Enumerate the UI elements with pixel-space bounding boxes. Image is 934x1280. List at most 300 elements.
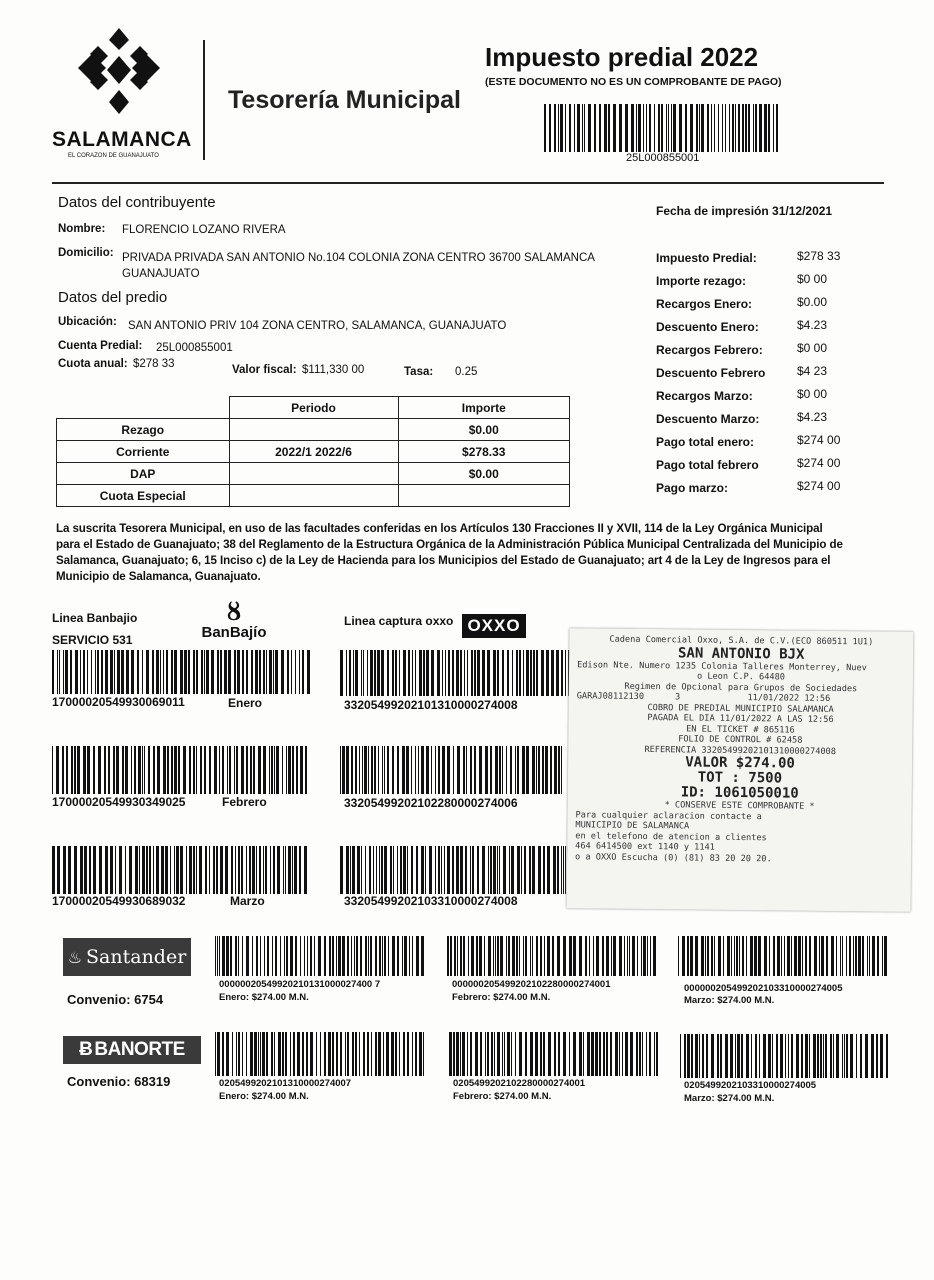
barcode-bar xyxy=(229,746,231,794)
barcode-bar xyxy=(110,846,113,894)
receipt-line: REFERENCIA 33205499202101310000274008 xyxy=(644,744,836,757)
barcode-bar xyxy=(523,650,524,696)
summary-row xyxy=(656,318,876,341)
santander-barcode-marzo xyxy=(678,936,890,976)
barcode-bar xyxy=(52,746,53,794)
barcode-bar xyxy=(275,650,278,694)
barcode-bar xyxy=(336,1032,338,1076)
barcode-bar xyxy=(718,104,719,152)
barcode-bar xyxy=(561,846,562,894)
barcode-bar xyxy=(260,936,261,976)
barcode-bar xyxy=(485,746,488,794)
barcode-bar xyxy=(629,936,630,976)
barcode-bar xyxy=(497,1032,500,1076)
receipt-line: Edison Nte. Numero 1235 Colonia Talleres Monterrey, Nuev xyxy=(577,659,867,673)
barcode-bar xyxy=(241,746,244,794)
barcode-bar xyxy=(456,650,459,696)
barcode-bar xyxy=(788,1034,789,1078)
document-subtitle: (ESTE DOCUMENTO NO ES UN COMPROBANTE DE PAGO) xyxy=(485,76,782,88)
barcode-bar xyxy=(467,1032,468,1076)
barcode-caption: Enero: $274.00 M.N. xyxy=(219,992,309,1003)
barcode-bar xyxy=(206,650,209,694)
row-amount xyxy=(398,485,570,507)
barcode-bar xyxy=(646,1032,647,1076)
barcode-bar xyxy=(163,746,166,794)
barcode-bar xyxy=(613,936,616,976)
table-row xyxy=(57,441,570,463)
barcode-bar xyxy=(754,936,757,976)
location-label: Ubicación: xyxy=(58,316,117,328)
barcode-bar xyxy=(819,936,820,976)
barcode-bar xyxy=(738,104,740,152)
barcode-bar xyxy=(379,846,380,894)
barcode-bar xyxy=(467,650,468,696)
barcode-bar xyxy=(170,846,171,894)
barcode-bar xyxy=(764,936,767,976)
barcode-bar xyxy=(552,936,554,976)
barcode-bar xyxy=(361,846,362,894)
barcode-bar xyxy=(549,104,551,152)
receipt-line: 464 6414500 ext 1140 y 1141 xyxy=(575,841,715,853)
barcode-bar xyxy=(554,1032,556,1076)
barcode-bar xyxy=(522,746,525,794)
header-barcode-text: 25L000855001 xyxy=(626,152,700,164)
barcode-bar xyxy=(403,846,406,894)
barcode-bar xyxy=(699,1034,700,1078)
barcode-bar xyxy=(517,846,520,894)
barcode-bar xyxy=(877,936,879,976)
barcode-bar xyxy=(356,936,358,976)
barcode-bar xyxy=(225,846,228,894)
barcode-bar xyxy=(736,936,738,976)
barcode-bar xyxy=(787,936,790,976)
santander-convenio: Convenio: 6754 xyxy=(67,992,164,1007)
barcode-bar xyxy=(163,650,164,694)
barcode-bar xyxy=(270,846,271,894)
barcode-bar xyxy=(608,104,610,152)
barcode-bar xyxy=(226,1032,229,1076)
barcode-bar xyxy=(91,650,92,694)
barcode-bar xyxy=(355,746,357,794)
barcode-bar xyxy=(748,104,750,152)
barcode-bar xyxy=(222,746,224,794)
banorte-convenio: Convenio: 68319 xyxy=(67,1074,171,1089)
barcode-bar xyxy=(454,936,456,976)
row-label: Cuota Especial xyxy=(57,485,230,507)
barcode-bar xyxy=(332,1032,334,1076)
barcode-bar xyxy=(171,746,173,794)
barcode-bar xyxy=(472,846,474,894)
barcode-bar xyxy=(452,846,454,894)
barcode-bar xyxy=(658,104,660,152)
barcode-bar xyxy=(826,936,828,976)
barcode-bar xyxy=(646,104,647,152)
barcode-bar xyxy=(504,1032,505,1076)
barcode-bar xyxy=(156,846,159,894)
barcode-bar xyxy=(409,936,410,976)
property-section-title: Datos del predio xyxy=(58,289,168,306)
barcode-bar xyxy=(547,846,550,894)
barcode-bar xyxy=(304,936,305,976)
receipt-line: o a OXXO Escucha (0) (81) 83 20 20 20. xyxy=(575,851,772,864)
barcode-bar xyxy=(307,650,310,694)
barcode-bar xyxy=(561,746,562,794)
barcode-bar xyxy=(510,746,512,794)
barcode-bar xyxy=(415,746,416,794)
barcode-bar xyxy=(764,104,767,152)
barcode-bar xyxy=(563,936,566,976)
barcode-bar xyxy=(750,936,753,976)
barcode-bar xyxy=(157,746,160,794)
summary-row xyxy=(656,272,876,295)
barcode-bar xyxy=(296,746,298,794)
banbajio-barcode-febrero xyxy=(52,746,310,794)
barcode-bar xyxy=(249,846,251,894)
barcode-bar xyxy=(242,936,243,976)
santander-barcode-febrero xyxy=(447,936,659,976)
barcode-bar xyxy=(105,650,108,694)
barcode-caption: Febrero: $274.00 M.N. xyxy=(453,1091,552,1102)
barcode-bar xyxy=(121,650,124,694)
barcode-bar xyxy=(768,1034,771,1078)
barcode-bar xyxy=(351,936,352,976)
summary-label: Pago marzo: xyxy=(656,481,729,495)
barcode-bar xyxy=(209,846,210,894)
barcode-bar xyxy=(74,746,76,794)
barcode-bar xyxy=(619,104,622,152)
barcode-bar xyxy=(402,936,403,976)
barcode-bar xyxy=(563,1032,566,1076)
barcode-bar xyxy=(699,104,700,152)
barcode-bar xyxy=(125,846,126,894)
barcode-bar xyxy=(491,1032,493,1076)
banbajio-barcode-marzo xyxy=(52,846,310,894)
barcode-bar xyxy=(594,104,596,152)
barcode-bar xyxy=(631,104,634,152)
barcode-bar xyxy=(137,650,139,694)
barcode-bar xyxy=(126,650,129,694)
barcode-bar xyxy=(565,650,566,696)
barcode-bar xyxy=(307,936,308,976)
barcode-bar xyxy=(554,746,557,794)
legal-line: La suscrita Tesorera Municipal, en uso de las facultades conferidas en los Artículos 130 Fracciones II y XVII, 114 de la Ley Orgánica Municipal xyxy=(56,522,823,535)
barcode-bar xyxy=(636,1032,638,1076)
barcode-bar xyxy=(536,650,538,696)
barcode-bar xyxy=(502,746,503,794)
barcode-bar xyxy=(83,746,86,794)
barcode-bar xyxy=(650,936,651,976)
taxpayer-section-title: Datos del contribuyente xyxy=(58,194,216,211)
barcode-bar xyxy=(134,746,136,794)
barcode-bar xyxy=(131,746,132,794)
barcode-bar xyxy=(188,650,190,694)
summary-value: $0 00 xyxy=(797,341,828,355)
barcode-bar xyxy=(346,650,347,696)
barcode-bar xyxy=(547,936,550,976)
barcode-bar xyxy=(876,1034,878,1078)
barcode-bar xyxy=(281,650,284,694)
barcode-bar xyxy=(718,936,721,976)
row-period: 2022/1 2022/6 xyxy=(229,441,398,463)
barcode-bar xyxy=(519,936,520,976)
logo-tagline: EL CORAZON DE GUANAJUATO xyxy=(68,153,159,159)
banorte-logo-text: BANORTE xyxy=(94,1039,185,1060)
barcode-bar xyxy=(63,650,64,694)
barcode-bar xyxy=(359,746,360,794)
barcode-bar xyxy=(844,1034,845,1078)
barcode-bar xyxy=(361,650,362,696)
santander-barcode-enero xyxy=(215,936,427,976)
barcode-bar xyxy=(643,936,646,976)
barcode-bar xyxy=(668,104,669,152)
barcode-bar xyxy=(238,936,239,976)
barcode-bar xyxy=(110,650,113,694)
barcode-bar xyxy=(52,650,54,694)
barcode-bar xyxy=(487,1032,489,1076)
barcode-bar xyxy=(355,650,358,696)
barcode-bar xyxy=(231,846,233,894)
barcode-bar xyxy=(773,936,775,976)
barcode-bar xyxy=(320,1032,321,1076)
annual-label: Cuota anual: xyxy=(58,358,128,370)
banbajio-logo-text: BanBajío xyxy=(201,624,267,641)
barcode-bar xyxy=(346,746,349,794)
barcode-bar xyxy=(497,936,499,976)
barcode-bar xyxy=(429,846,432,894)
barcode-bar xyxy=(801,1034,803,1078)
barcode-bar xyxy=(625,1032,628,1076)
barcode-bar xyxy=(734,936,735,976)
barcode-bar xyxy=(470,846,471,894)
barcode-bar xyxy=(776,1034,778,1078)
barcode-bar xyxy=(406,746,409,794)
barcode-bar xyxy=(554,104,556,152)
barcode-bar xyxy=(101,650,103,694)
banorte-logo xyxy=(63,1036,201,1064)
barcode-bar xyxy=(236,746,238,794)
barcode-bar xyxy=(259,650,261,694)
barcode-bar xyxy=(273,846,275,894)
barcode-bar xyxy=(75,650,78,694)
barcode-bar xyxy=(74,846,77,894)
barcode-bar xyxy=(351,746,353,794)
barcode-bar xyxy=(253,746,255,794)
barcode-bar xyxy=(381,650,384,696)
barcode-bar xyxy=(482,846,485,894)
barcode-bar xyxy=(374,746,376,794)
barcode-bar xyxy=(310,936,312,976)
barcode-bar xyxy=(463,746,465,794)
barcode-bar xyxy=(584,104,585,152)
barcode-bar xyxy=(258,1032,259,1076)
barcode-bar xyxy=(119,846,122,894)
barcode-bar xyxy=(262,1032,265,1076)
barcode-bar xyxy=(180,846,183,894)
barcode-bar xyxy=(516,650,518,696)
barcode-bar xyxy=(638,104,641,152)
barcode-bar xyxy=(643,104,644,152)
barcode-bar xyxy=(236,1032,237,1076)
barcode-bar xyxy=(360,936,362,976)
barcode-bar xyxy=(227,746,228,794)
barcode-bar xyxy=(373,846,374,894)
salamanca-emblem-icon xyxy=(78,28,160,123)
barcode-bar xyxy=(587,1032,590,1076)
barcode-bar xyxy=(480,1032,482,1076)
summary-row xyxy=(656,433,876,456)
barcode-bar xyxy=(226,936,229,976)
barcode-bar xyxy=(65,650,68,694)
barcode-bar xyxy=(509,846,510,894)
barcode-bar xyxy=(426,746,429,794)
barcode-bar xyxy=(746,936,747,976)
barcode-bar xyxy=(167,746,169,794)
barcode-bar xyxy=(732,104,734,152)
barcode-bar xyxy=(470,1032,472,1076)
barcode-bar xyxy=(246,936,249,976)
barcode-bar xyxy=(624,936,625,976)
barcode-bar xyxy=(213,846,215,894)
barcode-bar xyxy=(280,936,281,976)
barcode-bar xyxy=(619,1032,620,1076)
barcode-bar xyxy=(403,1032,405,1076)
barcode-bar xyxy=(494,1032,495,1076)
barcode-bar xyxy=(367,1032,369,1076)
banbajio-service: SERVICIO 531 xyxy=(52,633,133,647)
barcode-bar xyxy=(254,1032,257,1076)
barcode-bar xyxy=(558,104,559,152)
barcode-bar xyxy=(739,936,740,976)
barcode-bar xyxy=(186,846,187,894)
barcode-bar xyxy=(772,1034,773,1078)
barcode-bar xyxy=(622,1032,623,1076)
barcode-bar xyxy=(139,846,140,894)
barcode-bar xyxy=(108,746,110,794)
barcode-bar xyxy=(508,936,510,976)
receipt-line: PAGADA EL DIA 11/01/2022 A LAS 12:56 xyxy=(647,713,834,725)
barcode-bar xyxy=(823,1034,824,1078)
barcode-bar xyxy=(382,936,383,976)
barcode-bar xyxy=(63,846,66,894)
barcode-bar xyxy=(407,846,408,894)
oxxo-logo: OXXO xyxy=(462,614,526,638)
barcode-bar xyxy=(589,936,590,976)
barcode-bar xyxy=(474,650,476,696)
barcode-bar xyxy=(421,846,424,894)
barcode-bar xyxy=(530,650,532,696)
summary-row xyxy=(656,387,876,410)
row-amount: $278.33 xyxy=(398,441,570,463)
barcode-bar xyxy=(276,746,279,794)
barcode-bar xyxy=(174,650,177,694)
barcode-bar xyxy=(246,1032,247,1076)
barcode-bar xyxy=(397,846,398,894)
barcode-bar xyxy=(269,746,270,794)
barcode-bar xyxy=(297,1032,300,1076)
barcode-bar xyxy=(431,650,434,696)
legal-line: Salamanca, Guanajuato; 6, 15 Inciso c) de la Ley de Hacienda para los Municipios del Estado de Guanajuato; art 4 de la Ley de Ingresos para el xyxy=(56,554,831,567)
barcode-bar xyxy=(68,846,71,894)
summary-label: Impuesto Predial: xyxy=(656,251,757,265)
barcode-bar xyxy=(649,1032,651,1076)
barcode-bar xyxy=(304,846,307,894)
fiscal-value: $111,330 00 xyxy=(302,364,365,376)
barcode-bar xyxy=(825,1034,827,1078)
row-period xyxy=(229,485,398,507)
barcode-bar xyxy=(471,650,473,696)
oxxo-receipt xyxy=(567,628,914,912)
address-label: Domicilio: xyxy=(58,247,114,259)
barcode-bar xyxy=(176,846,179,894)
barcode-bar xyxy=(269,650,272,694)
barcode-bar xyxy=(507,650,509,696)
summary-label: Descuento Marzo: xyxy=(656,412,760,426)
barcode-bar xyxy=(453,1032,455,1076)
oxxo-barcode-enero xyxy=(340,650,576,696)
barcode-bar xyxy=(220,846,223,894)
barcode-bar xyxy=(685,104,687,152)
receipt-line: o Leon C.P. 64480 xyxy=(696,671,786,683)
banbajio-emblem-icon: ȣ xyxy=(226,597,242,626)
summary-value: $278 33 xyxy=(797,249,841,263)
barcode-bar xyxy=(347,936,349,976)
barcode-bar xyxy=(271,746,273,794)
barcode-bar xyxy=(482,650,485,696)
barcode-bar xyxy=(701,104,704,152)
barcode-bar xyxy=(272,936,273,976)
barcode-bar xyxy=(193,650,195,694)
barcode-bar xyxy=(363,1032,365,1076)
barcode-bar xyxy=(488,846,489,894)
barcode-bar xyxy=(252,936,253,976)
summary-value: $0 00 xyxy=(797,387,828,401)
barcode-bar xyxy=(753,104,754,152)
barcode-bar xyxy=(384,746,385,794)
rate-label: Tasa: xyxy=(404,366,434,378)
barcode-bar xyxy=(545,746,548,794)
barcode-bar xyxy=(615,1032,618,1076)
barcode-bar xyxy=(300,936,301,976)
barcode-bar xyxy=(71,746,73,794)
barcode-bar xyxy=(569,936,572,976)
barcode-bar xyxy=(340,1032,342,1076)
barcode-bar xyxy=(682,936,685,976)
barcode-bar xyxy=(780,1034,783,1078)
barcode-bar xyxy=(679,104,682,152)
santander-logo xyxy=(63,938,191,976)
barcode-bar xyxy=(487,650,490,696)
barcode-number: 0205499202102280000274001 xyxy=(453,1078,586,1089)
barcode-bar xyxy=(557,936,560,976)
barcode-bar xyxy=(397,746,399,794)
barcode-bar xyxy=(89,846,91,894)
barcode-bar xyxy=(603,1032,605,1076)
barcode-bar xyxy=(83,650,85,694)
barcode-bar xyxy=(745,104,747,152)
barcode-bar xyxy=(204,650,205,694)
barcode-bar xyxy=(238,1032,240,1076)
barcode-bar xyxy=(149,846,151,894)
barcode-bar xyxy=(299,650,300,694)
barcode-bar xyxy=(273,650,274,694)
barcode-bar xyxy=(266,1032,268,1076)
barcode-bar xyxy=(497,846,498,894)
barcode-bar xyxy=(515,1032,516,1076)
barcode-bar xyxy=(250,746,252,794)
barcode-bar xyxy=(438,846,440,894)
barcode-bar xyxy=(87,650,88,694)
barcode-bar xyxy=(193,746,195,794)
